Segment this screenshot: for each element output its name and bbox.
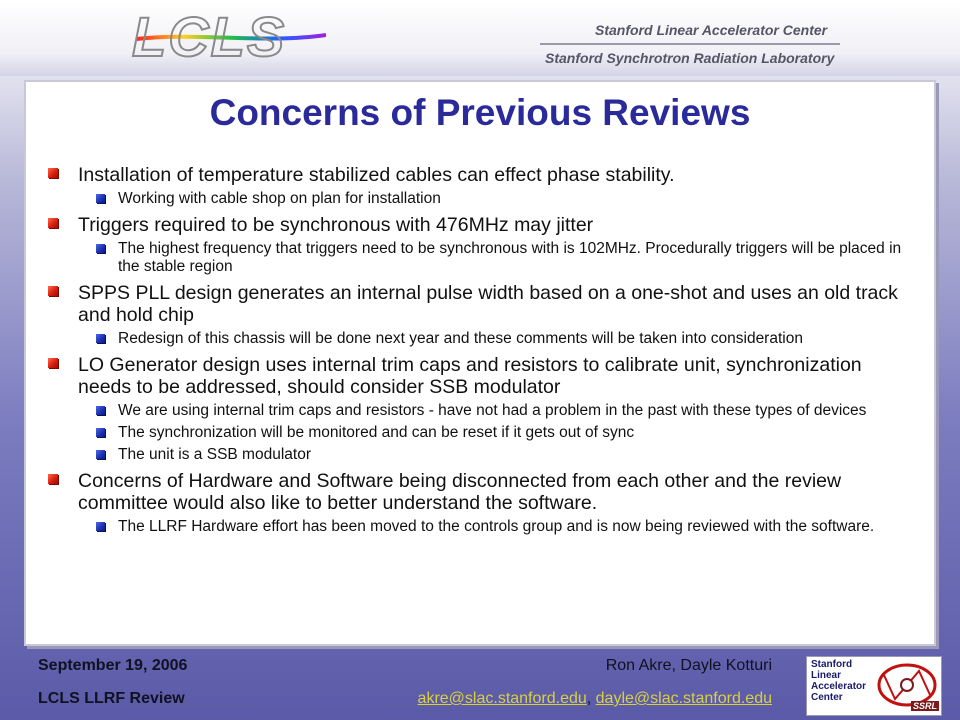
blue-square-bullet-icon	[96, 334, 105, 343]
sub-bullet-item	[48, 240, 908, 276]
bullet-list	[48, 164, 908, 536]
email-link-dayle[interactable]: dayle@slac.stanford.edu	[595, 690, 772, 707]
slac-line-stanford: Stanford	[811, 659, 853, 670]
blue-square-bullet-icon	[96, 406, 105, 415]
footer-emails	[370, 690, 772, 708]
sub-bullet-text: The highest frequency that triggers need to be synchronous with is 102MHz. Procedurally triggers will be placed in the stable region	[118, 240, 902, 275]
sub-bullet-text: The LLRF Hardware effort has been moved to the controls group and is now being reviewed with the software.	[118, 518, 875, 535]
bullet-text: Installation of temperature stabilized cables can effect phase stability.	[78, 164, 675, 186]
email-link-akre[interactable]: akre@slac.stanford.edu	[417, 690, 587, 707]
slac-logo-text	[811, 659, 866, 703]
red-square-bullet-icon	[48, 358, 58, 368]
lcls-logo: LCLS	[132, 5, 287, 68]
bullet-item	[48, 470, 908, 514]
bullet-item	[48, 282, 908, 326]
bullet-item	[48, 164, 908, 186]
sub-bullet-text: Redesign of this chassis will be done next year and these comments will be taken into consideration	[118, 330, 803, 347]
slac-line-center: Center	[811, 692, 843, 703]
footer-authors: Ron Akre, Dayle Kotturi	[605, 657, 772, 674]
sub-bullet-text: The unit is a SSB modulator	[118, 446, 311, 463]
slac-line-linear: Linear	[811, 670, 842, 681]
sub-bullet-item	[48, 424, 908, 442]
blue-square-bullet-icon	[96, 450, 105, 459]
bullet-text: Triggers required to be synchronous with 476MHz may jitter	[78, 214, 594, 236]
header-banner	[0, 0, 960, 76]
sub-bullet-text: We are using internal trim caps and resistors - have not had a problem in the past with these types of devices	[118, 402, 867, 419]
sub-bullet-item	[48, 190, 908, 208]
slac-line-accelerator: Accelerator	[811, 681, 867, 692]
sub-bullet-item	[48, 402, 908, 420]
blue-square-bullet-icon	[96, 194, 105, 203]
red-square-bullet-icon	[48, 218, 58, 228]
slide-title: Concerns of Previous Reviews	[209, 92, 751, 133]
bullet-text: SPPS PLL design generates an internal pulse width based on a one-shot and uses an old track and hold chip	[78, 282, 898, 326]
bullet-item	[48, 354, 908, 398]
blue-square-bullet-icon	[96, 522, 105, 531]
sub-bullet-item	[48, 446, 908, 464]
bullet-text: Concerns of Hardware and Software being disconnected from each other and the review committee would also like to better understand the software.	[78, 470, 842, 514]
ssrl-label: SSRL	[913, 701, 938, 711]
blue-square-bullet-icon	[96, 244, 105, 253]
slac-name: Stanford Linear Accelerator Center	[595, 22, 828, 38]
sub-bullet-text: The synchronization will be monitored and can be reset if it gets out of sync	[118, 424, 635, 441]
bullet-text: LO Generator design uses internal trim caps and resistors to calibrate unit, synchronization needs to be addressed, should consider SSB modulator	[78, 354, 862, 398]
red-square-bullet-icon	[48, 168, 58, 178]
footer-date: September 19, 2006	[38, 657, 188, 674]
sub-bullet-item	[48, 518, 908, 536]
ssrl-name: Stanford Synchrotron Radiation Laboratory	[545, 50, 835, 66]
red-square-bullet-icon	[48, 474, 58, 484]
email-separator: ,	[586, 690, 596, 707]
blue-square-bullet-icon	[96, 428, 105, 437]
slac-ssrl-logo	[806, 656, 942, 716]
red-square-bullet-icon	[48, 286, 58, 296]
sub-bullet-item	[48, 330, 908, 348]
bullet-item	[48, 214, 908, 236]
header-divider	[540, 43, 840, 45]
footer-event: LCLS LLRF Review	[38, 690, 185, 707]
sub-bullet-text: Working with cable shop on plan for installation	[118, 190, 441, 207]
